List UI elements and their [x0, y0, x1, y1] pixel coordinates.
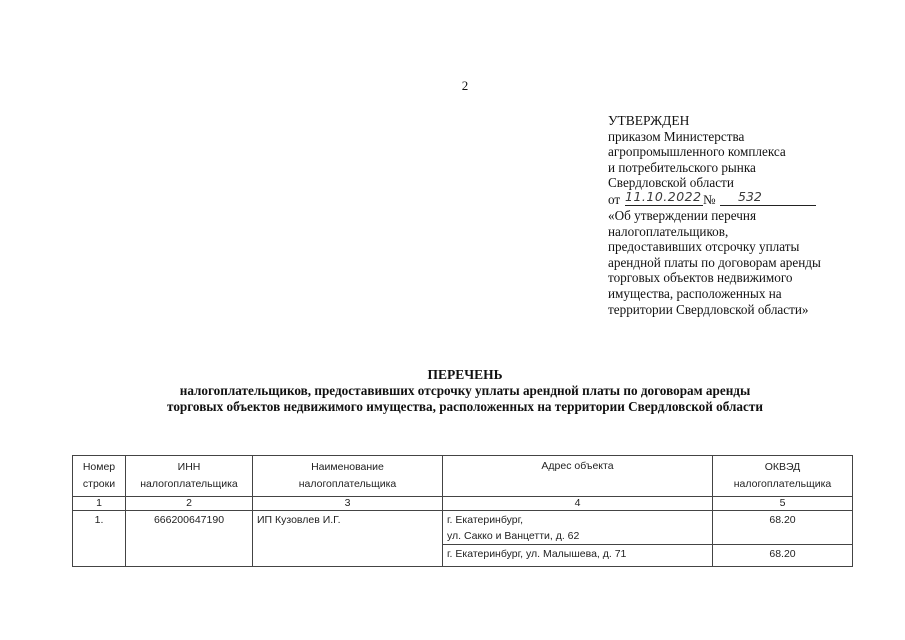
row-number: 1. — [73, 511, 126, 567]
okved-cell: 68.20 — [713, 511, 853, 545]
date-prefix: от — [608, 191, 621, 207]
address-cell: г. Екатеринбург, ул. Сакко и Ванцетти, д. 62 — [443, 511, 713, 545]
table-header-row — [73, 456, 853, 497]
document-heading — [0, 367, 905, 415]
subject-line: территории Свердловской области» — [608, 301, 809, 317]
column-number: 2 — [126, 497, 253, 511]
approval-title: УТВЕРЖДЕН — [608, 113, 690, 128]
column-number: 5 — [713, 497, 853, 511]
header-address: Адрес объекта — [443, 456, 713, 497]
taxpayers-table — [72, 455, 853, 567]
approval-line: агропромышленного комплекса — [608, 144, 786, 160]
column-number: 3 — [253, 497, 443, 511]
address-cell: г. Екатеринбург, ул. Малышева, д. 71 — [443, 545, 713, 567]
heading-line: торговых объектов недвижимого имущества, расположенных на территории Свердловской области — [167, 399, 763, 414]
header-row-number: Номер строки — [73, 456, 126, 497]
subject-line: налогоплательщиков, — [608, 223, 729, 239]
approval-line: и потребительского рынка — [608, 159, 756, 175]
handwritten-date: 11.10.2022 — [625, 188, 702, 204]
subject-line: торговых объектов недвижимого — [608, 270, 793, 286]
subject-line: «Об утверждении перечня — [608, 207, 757, 223]
table-row — [73, 511, 853, 545]
order-date-number-line — [608, 188, 878, 208]
page-number: 2 — [461, 78, 469, 93]
handwritten-number: 532 — [720, 189, 816, 206]
okved-cell: 68.20 — [713, 545, 853, 567]
header-okved: ОКВЭД налогоплательщика — [713, 456, 853, 497]
column-number-row — [73, 497, 853, 511]
inn-cell: 666200647190 — [126, 511, 253, 567]
column-number: 4 — [443, 497, 713, 511]
heading-line: налогоплательщиков, предоставивших отсрочку уплаты арендной платы по договорам аренды — [179, 383, 751, 398]
number-label: № — [703, 191, 716, 207]
header-inn: ИНН налогоплательщика — [126, 456, 253, 497]
approval-line: Свердловской области — [608, 175, 734, 191]
name-cell: ИП Кузовлев И.Г. — [253, 511, 443, 567]
column-number: 1 — [73, 497, 126, 511]
subject-line: арендной платы по договорам аренды — [608, 254, 821, 270]
heading-title: ПЕРЕЧЕНЬ — [427, 367, 503, 382]
header-name: Наименование налогоплательщика — [253, 456, 443, 497]
approval-line: приказом Министерства — [608, 128, 745, 144]
subject-line: имущества, расположенных на — [608, 285, 782, 301]
subject-line: предоставивших отсрочку уплаты — [608, 239, 800, 255]
approval-block — [608, 113, 878, 317]
